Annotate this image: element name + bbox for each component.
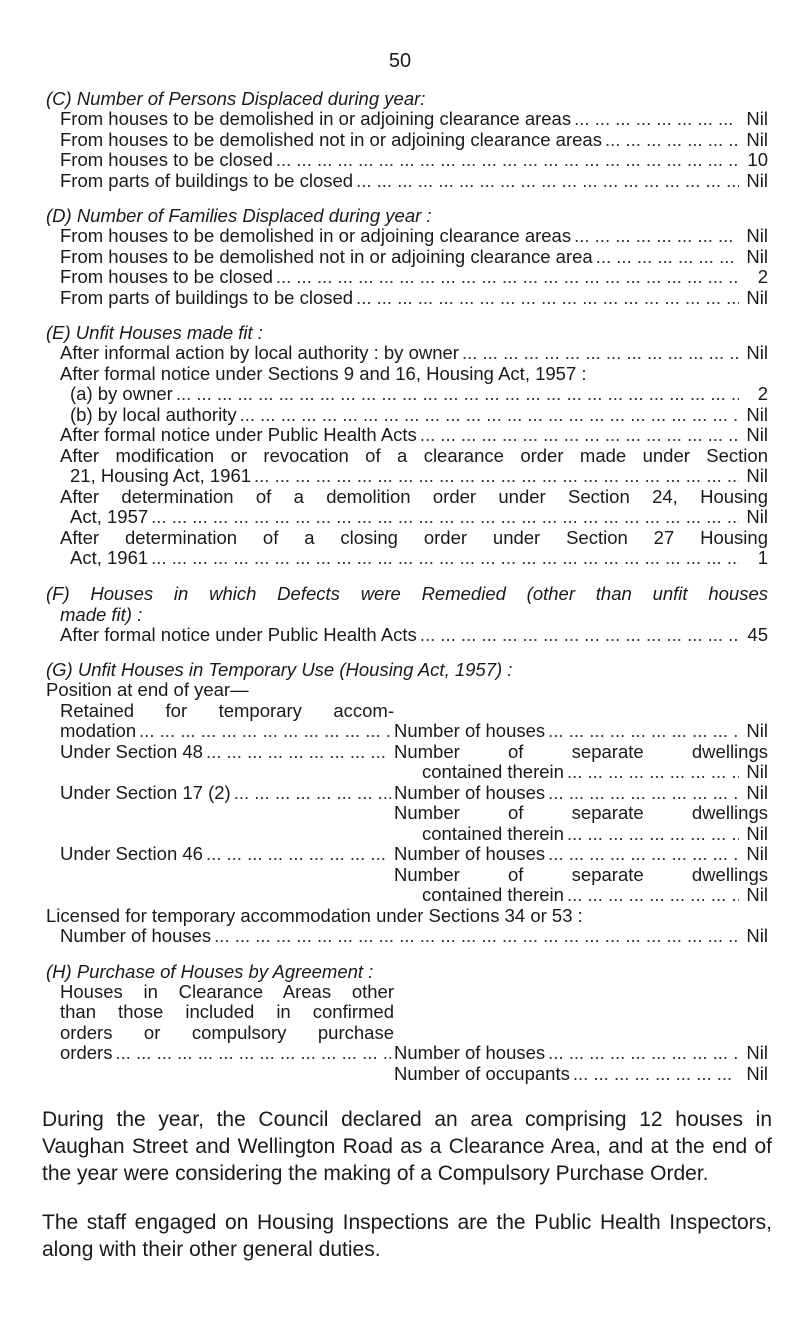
- section-f-heading: (F) Houses in which Defects were Remedied (other than unfit houses: [46, 582, 768, 604]
- section-e-heading: (E) Unfit Houses made fit :: [46, 322, 263, 343]
- section-e: [46, 322, 768, 569]
- section-g-heading: (G) Unfit Houses in Temporary Use (Housing Act, 1957) :: [46, 659, 513, 680]
- paragraph-clearance-area: During the year, the Council declared an area comprising 12 houses in Vaughan Street and Wellington Road as a Clearance Area, and at the end of the year were considering the making of a Compulsory Purchase Order.: [42, 1108, 772, 1185]
- section-g-table: [46, 701, 768, 906]
- section-c: [46, 88, 768, 191]
- section-c-heading: (C) Number of Persons Displaced during year:: [46, 88, 426, 109]
- section-g-row: Number of houses ... . Nil: [46, 926, 768, 947]
- section-g-left: Retained for temporary accom- modation ... . Under Section 48 ... . Under Section 17 (2) ... . Under Section 46 ... .: [46, 701, 394, 906]
- section-f-row: After formal notice under Public Health Acts ... . 45: [46, 625, 768, 646]
- section-e-row: After formal notice under Public Health Acts ... . Nil: [46, 425, 768, 446]
- section-e-row: 21, Housing Act, 1961 ... . Nil: [46, 466, 768, 487]
- section-e-row: (b) by local authority ... . Nil: [46, 405, 768, 426]
- section-d-heading: (D) Number of Families Displaced during year :: [46, 205, 432, 226]
- section-c-row: From parts of buildings to be closed ... . Nil: [46, 171, 768, 192]
- section-e-row: After informal action by local authority : by owner ... . Nil: [46, 343, 768, 364]
- section-d-row: From houses to be closed ... . 2: [46, 267, 768, 288]
- section-g: [46, 659, 768, 947]
- section-e-row: (a) by owner ... . 2: [46, 384, 768, 405]
- section-d-row: From houses to be demolished in or adjoining clearance areas ... . Nil: [46, 226, 768, 247]
- section-e-text: After determination of a demolition order under Section 24, Housing: [60, 485, 768, 507]
- page-number: 50: [388, 50, 412, 72]
- section-h: [46, 961, 768, 1085]
- section-c-row: From houses to be demolished in or adjoining clearance areas ... . Nil: [46, 109, 768, 130]
- section-g-licensed: Licensed for temporary accommodation under Sections 34 or 53 :: [46, 904, 583, 926]
- section-h-table: Houses in Clearance Areas other than those included in confirmed orders or compulsory purchase orders ... . Number of houses ... . Nil Number of occupants ... . Nil: [46, 982, 768, 1085]
- section-f-heading-cont: made fit) :: [60, 603, 143, 625]
- section-e-text: After determination of a closing order under Section 27 Housing: [60, 526, 768, 548]
- section-c-row: From houses to be demolished not in or adjoining clearance areas ... . Nil: [46, 130, 768, 151]
- section-c-row: From houses to be closed ... . 10: [46, 150, 768, 171]
- section-e-row: Act, 1957 ... . Nil: [46, 507, 768, 528]
- section-e-row: After formal notice under Sections 9 and 16, Housing Act, 1957 :: [60, 362, 587, 384]
- paragraph-staff: The staff engaged on Housing Inspections are the Public Health Inspectors, along with their other general duties.: [42, 1211, 772, 1261]
- section-h-heading: (H) Purchase of Houses by Agreement :: [46, 960, 374, 982]
- section-d-row: From houses to be demolished not in or adjoining clearance area ... . Nil: [46, 247, 768, 268]
- section-f: [46, 583, 768, 646]
- section-g-position: Position at end of year—: [46, 679, 249, 700]
- section-g-right: Number of houses ... . Nil Number of separate dwellings contained therein ... . Nil Number of houses ... . Nil Number of separate dwellings contained therein ... . Nil Number of houses ... . Nil Number of separate dwellings contained therein ... . Nil: [394, 701, 768, 906]
- section-d-row: From parts of buildings to be closed ... . Nil: [46, 288, 768, 309]
- section-e-row: Act, 1961 ... . 1: [46, 548, 768, 569]
- section-d: [46, 205, 768, 308]
- document-body: [42, 88, 772, 1263]
- section-e-text: After modification or revocation of a clearance order made under Section: [60, 444, 768, 466]
